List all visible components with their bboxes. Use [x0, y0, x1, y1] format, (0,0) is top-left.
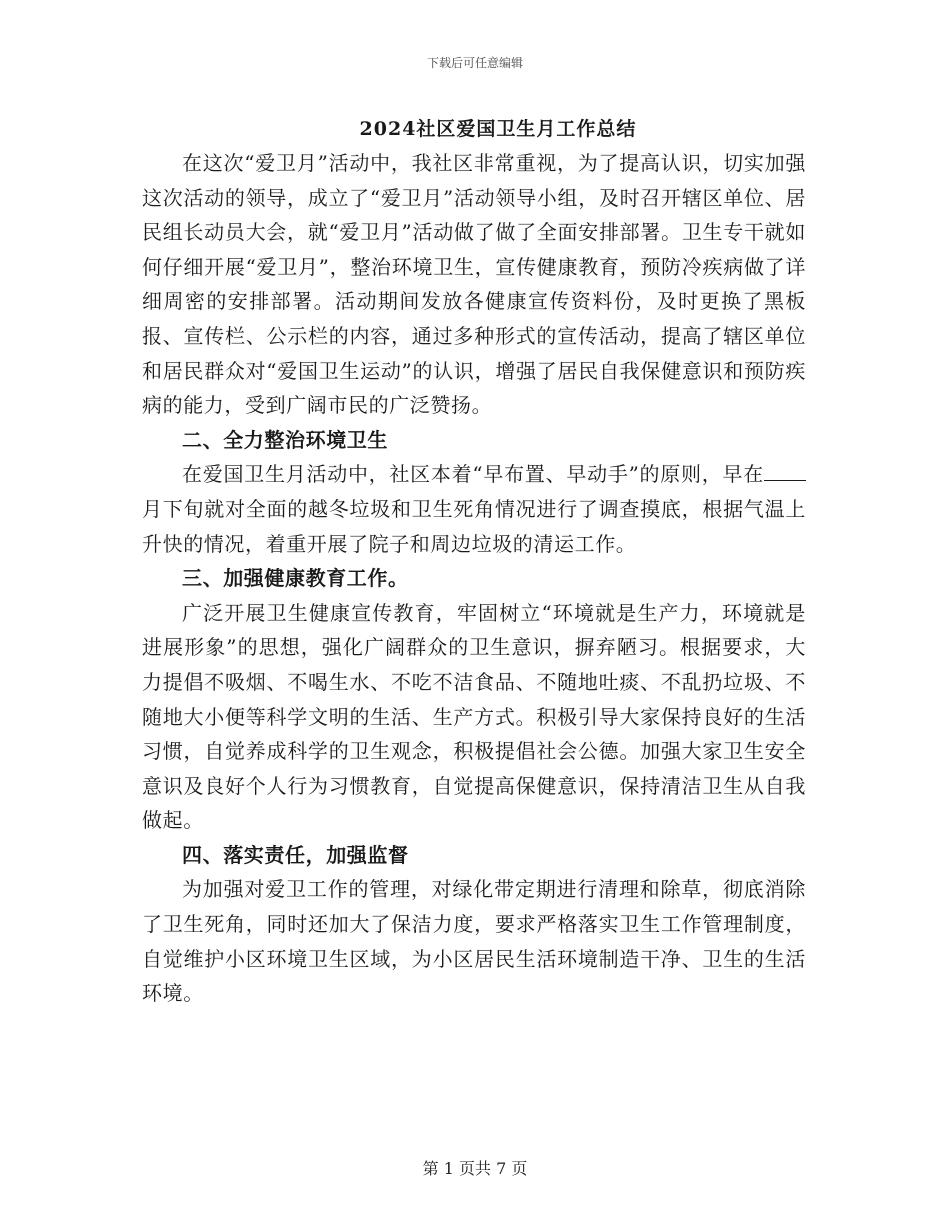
- document-title: 2024社区爱国卫生月工作总结: [359, 118, 637, 140]
- section-2-text-a: 在爱国卫生月活动中，社区本着“早布置、早动手”的原则，早在: [182, 462, 764, 487]
- section-4-paragraph: 为加强对爱卫工作的管理，对绿化带定期进行清理和除草，彻底消除了卫生死角，同时还加大了保洁力度，要求严格落实卫生工作管理制度，自觉维护小区环境卫生区域，为小区居民生活环境制造干净、卫生的生活环境。: [142, 877, 806, 1006]
- section-2-paragraph: [142, 457, 806, 561]
- section-2-text-b: 月下旬就对全面的越冬垃圾和卫生死角情况进行了调查摸底，根据气温上升快的情况，着重开展了院子和周边垃圾的清运工作。: [142, 496, 806, 556]
- document-body: [142, 146, 806, 1011]
- section-2-heading: 二、全力整治环境卫生: [182, 427, 388, 452]
- page-footer: 第 1 页共 7 页: [422, 1159, 528, 1178]
- fill-in-blank: [764, 462, 806, 481]
- section-4-heading: 四、落实责任，加强监督: [182, 842, 409, 867]
- intro-paragraph: 在这次“爱卫月”活动中，我社区非常重视，为了提高认识，切实加强这次活动的领导，成立了“爱卫月”活动领导小组，及时召开辖区单位、居民组长动员大会，就“爱卫月”活动做了做了全面安排部署。卫生专干就如何仔细开展“爱卫月”，整治环境卫生，宣传健康教育，预防冷疾病做了详细周密的安排部署。活动期间发放各健康宣传资料份，及时更换了黑板报、宣传栏、公示栏的内容，通过多种形式的宣传活动，提高了辖区单位和居民群众对“爱国卫生运动”的认识，增强了居民自我保健意识和预防疾病的能力，受到广阔市民的广泛赞扬。: [142, 151, 806, 418]
- section-3-heading: 三、加强健康教育工作。: [182, 566, 409, 591]
- header-note: 下载后可任意编辑: [426, 56, 523, 70]
- section-3-paragraph: 广泛开展卫生健康宣传教育，牢固树立“环境就是生产力，环境就是进展形象”的思想，强化广阔群众的卫生意识，摒弃陋习。根据要求，大力提倡不吸烟、不喝生水、不吃不洁食品、不随地吐痰、不乱扔垃圾、不随地大小便等科学文明的生活、生产方式。积极引导大家保持良好的生活习惯，自觉养成科学的卫生观念，积极提倡社会公德。加强大家卫生安全意识及良好个人行为习惯教育，自觉提高保健意识，保持清洁卫生从自我做起。: [142, 600, 806, 833]
